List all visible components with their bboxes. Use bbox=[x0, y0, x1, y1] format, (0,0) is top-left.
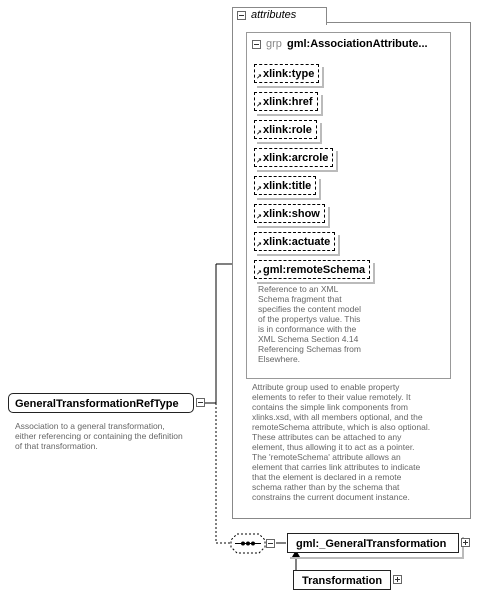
collapse-icon[interactable] bbox=[266, 539, 275, 548]
attribute-xlink-role[interactable] bbox=[254, 120, 317, 139]
reference-arrow-icon: ↗ bbox=[256, 102, 262, 109]
attribute-label: gml:remoteSchema bbox=[263, 264, 366, 276]
attribute-label: xlink:title bbox=[263, 180, 312, 192]
attribute-xlink-href[interactable] bbox=[254, 92, 318, 111]
attribute-xlink-type[interactable] bbox=[254, 64, 319, 83]
complex-type-name: GeneralTransformationRefType bbox=[15, 398, 179, 410]
attribute-label: xlink:actuate bbox=[263, 236, 331, 248]
sequence-compositor[interactable] bbox=[230, 533, 266, 554]
reference-arrow-icon: ↗ bbox=[256, 74, 262, 81]
complex-type-box[interactable] bbox=[8, 393, 194, 413]
reference-arrow-icon: ↗ bbox=[256, 186, 262, 193]
attribute-xlink-title[interactable] bbox=[254, 176, 316, 195]
attribute-xlink-show[interactable] bbox=[254, 204, 325, 223]
element-name: gml:_GeneralTransformation bbox=[296, 538, 447, 550]
attribute-xlink-actuate[interactable] bbox=[254, 232, 335, 251]
collapse-icon[interactable] bbox=[252, 40, 261, 49]
collapse-icon[interactable] bbox=[196, 398, 205, 407]
expand-icon[interactable] bbox=[393, 575, 402, 584]
group-prefix: grp bbox=[266, 38, 282, 50]
attribute-xlink-arcrole[interactable] bbox=[254, 148, 333, 167]
reference-arrow-icon: ↗ bbox=[256, 214, 262, 221]
group-name: gml:AssociationAttribute... bbox=[287, 38, 428, 50]
attribute-label: xlink:role bbox=[263, 124, 312, 136]
complex-type-doc: Association to a general transformation, either referencing or containing the definition of that transformation. bbox=[15, 421, 183, 451]
attribute-label: xlink:type bbox=[263, 68, 315, 80]
reference-arrow-icon: ↗ bbox=[256, 130, 262, 137]
remote-schema-doc: Reference to an XML Schema fragment that specifies the content model of the propertys value. This is in conformance with the XML Schema Section 4.14 Referencing Schemas from Elsewhere. bbox=[258, 284, 362, 364]
attributes-tab-label: attributes bbox=[251, 9, 297, 21]
collapse-icon[interactable] bbox=[237, 11, 246, 20]
attribute-label: xlink:href bbox=[263, 96, 313, 108]
reference-arrow-icon: ↗ bbox=[256, 270, 262, 277]
element-transformation[interactable] bbox=[293, 570, 391, 590]
reference-arrow-icon: ↗ bbox=[256, 242, 262, 249]
expand-icon[interactable] bbox=[461, 538, 470, 547]
attribute-gml-remoteschema[interactable] bbox=[254, 260, 370, 279]
element-general-transformation[interactable] bbox=[287, 533, 459, 553]
attribute-label: xlink:arcrole bbox=[263, 152, 329, 164]
reference-arrow-icon: ↗ bbox=[256, 158, 262, 165]
element-name: Transformation bbox=[302, 575, 383, 587]
attribute-label: xlink:show bbox=[263, 208, 320, 220]
attribute-group-doc: Attribute group used to enable property elements to refer to their value remotely. It contains the simple link components from xlinks.xsd, with all members optional, and the remoteSchema attribute, which is also optional. These attributes can be attached to any element, thus allowing it to act as a pointer. The 'remoteSchema' attribute allows an element that carries link attributes to indicate that the element is declared in a remote schema rather than by the schema that constrains the current document instance. bbox=[252, 382, 431, 502]
